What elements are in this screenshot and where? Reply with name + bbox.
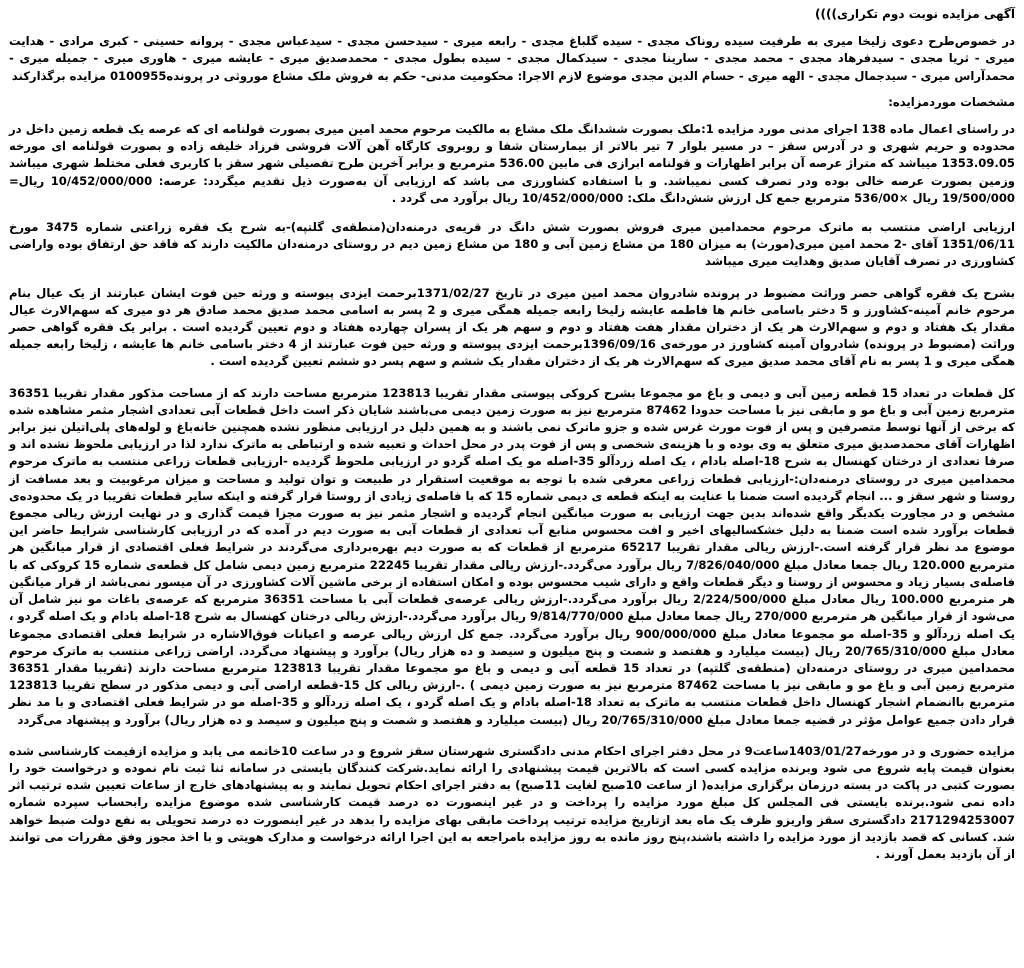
notice-title: آگهی مزایده نوبت دوم تکراری)))): [815, 7, 1015, 21]
specs-heading: مشخصات موردمزایده:: [888, 94, 1015, 109]
auction-terms-paragraph: مزایده حضوری و در مورخه1403/01/27ساعت9 در محل دفتر اجرای احکام مدنی دادگستری شهرستان سقز شروع و در ساعت 10خاتمه می یابد و مزایده ازقیمت کارشناسی شده بعنوان قیمت پایه شروع می شود وبرنده مزایده کسی است که بالاترین قیمت پیشنهادی را ارائه نماید.شرکت کنندگان بایستی در سامانه ثنا ثبت نام نموده و درخواست خود را بصورت کتبی در پاکت در بسته درزمان برگزاری مزایده( از ساعت 10صبح لغایت 11صبح) به دفتر اجرای احکام تحویل نمایند و به پیشنهادهای خارج از ساعات تعیین شده ترتیب اثر داده نمی شود.برنده بایستی فی المجلس کل مبلغ مورد مزایده را پرداخت و در غیر اینصورت ده درصد قیمت کارشناسی شده موضوع مزایده رابحساب سپرده شماره 2171294253007 دادگستری سقز واریزو ظرف یک ماه بعد ازتاریخ مزایده ترتیب پرداخت مابقی بهای مزایده را بدهد در غیر اینصورت ده درصد تحویلی به نفع دولت ضبط خواهد شد. کسانی که قصد بازدید از مورد مزایده را داشته باشند،پنج روز مانده به روز مزایده بامراجعه به این اجرا ارائه درخواست و مدارک هویتی و با اخذ مجوز وفق مقررات می توانند از آن بازدید بعمل آورند .: [9, 743, 1015, 861]
property-one-paragraph: در راستای اعمال ماده 138 اجرای مدنی مورد مزایده 1:ملک بصورت ششدانگ ملک مشاع به مالکیت مرحوم محمد امین میری بصورت قولنامه ای که عرصه یک قطعه زمین داخل در محدوده و حریم شهری و در آدرس سقز – در مسیر بلوار 7 تیر بالاتر از بیمارستان شفا و روبروی کارگاه آهن آلات فروشی فرزاد خلیفه زاده و بصورت قولنامه ای مورخه 1353.09.05 میباشد که متراژ عرصه آن برابر اظهارات و قولنامه ابرازی فی مابین 536.00 مترمربع و برابر آخرین طرح تفصیلی شهر سقز با کاربری فعلی مختلط شهری میباشد وزمین بصورت عرصه خالی بوده ودر تصرف کسی نمیباشد. و با استفاده کشاورزی می باشد که ارزیابی آن به‌صورت ذیل تقدیم میگردد: عرصه: 10/452/000/000 ریال= 19/500/000 ریال ×536/00 مترمربع جمع کل ارزش شش‌دانگ ملک: 10/452/000/000 ریال برآورد می گردد .: [9, 122, 1015, 205]
land-valuation-paragraph: کل قطعات در تعداد 15 قطعه زمین آبی و دیمی و باغ مو مجموعا بشرح کروکی پیوستی مقدار تقریبا 123813 مترمربع مساحت دارند که از مساحت مذکور مقدار تقریبا 36351 مترمربع زمین آبی و باغ مو و مابقی نیز با مساحت حدودا 87462 مترمربع نیز به صورت زمین دیمی می‌باشند شایان ذکر است داخل قطعات آبی تعدادی اشجار مثمر مشاهده شده که برخی از آنها توسط متصرفین و پس از فوت مورث غرس شده و جزو ماترک نمی باشند و به همین دلیل در ارزیابی منظور نشده همچنین خانه‌باغ و لوله‌های پلی‌اتیلن نیز برابر اظهارات آقای محمدصدیق میری متعلق به وی بوده و با هزینه‌ی شخصی و پس از فوت پدر در محل احداث و تعبیه شده و ارتباطی به ماترک ندارد لذا در ارزیابی ملحوظ نشده اند و صرفا تعدادی از درختان کهنسال به شرح 18-اصله بادام ، یک اصله زردآلو 35-اصله مو یک اصله گردو در ارزیابی ملحوظ گردیده -ارزیابی قطعات زراعی منتسب به ماترک مرحوم محمدامین میری در روستای درمنه‌دان:-ارزیابی قطعات زراعی معرفی شده با توجه به موقعیت استقرار در طبیعت و توان تولید و مساحت و میزان مرغوبیت و بعد مسافت از روستا و شهر سقز و ... انجام گردیده است ضمنا با عنایت به اینکه قطعه ی دیمی شماره 15 که با فاصله‌ی زیادی از روستا قرار گرفته و اینکه سایر قطعات تقریبا در یک محدوده‌ی مشخص و در مجاورت یکدیگر واقع شده‌اند بدین جهت ارزیابی به صورت میانگین انجام گردیده و اشجار مثمر نیز به صورت مجزا قیمت گذاری و در نهایت ارزش ریالی مجموع قطعات برآورد شده است ضمنا به دلیل خشکسالیهای اخیر و افت محسوس منابع آب تعدادی از قطعات آبی به صورت دیم در آمده که در ارزیابی کارشناسی شرایط حاضر این موضوع مد نظر قرار گرفته است.-ارزش ریالی مقدار تقریبا 65217 مترمربع از قطعات که به صورت دیم بهره‌برداری می‌گردند در شرایط فعلی اقتصادی از قرار میانگین هر مترمربع 120.000 ریال جمعا معادل مبلغ 7/826/040/000 ریال برآورد می‌گردد.-ارزش ریالی مقدار تقریبا 22245 مترمربع زمین دیمی شامل کل قطعه‌ی شماره 15 کروکی که با فاصله‌ی بسیار زیاد و محسوس از روستا و دیگر قطعات واقع و دارای شیب محسوس بوده و امکان استفاده از برخی ماشین آلات کشاورزی در آن میسور نمی‌باشد از قرار میانگین هر مترمربع 100.000 ریال معادل مبلغ 2/224/500/000 ریال برآورد می‌گردد.-ارزش ریالی عرصه‌ی قطعات آبی با مساحت 36351 مترمربع که عرصه‌ی باغات مو نیز شامل آن می‌شود از قرار میانگین هر مترمربع 270/000 ریال جمعا معادل مبلغ 9/814/770/000 ریال برآورد می‌گردد.-ارزش ریالی درختان کهنسال به شرح 18-اصله بادام و یک اصله گردو ، یک اصله زردآلو و 35-اصله مو مجموعا معادل مبلغ 900/000/000 ریال برآورد می‌گردد. جمع کل ارزش ریالی عرصه و اعیانات فوق‌الاشاره در شرایط فعلی اقتصادی مجموعا معادل مبلغ 20/765/310/000 ریال (بیست میلیارد و هفتصد و شصت و پنج میلیون و سیصد و ده هزار ریال) برآورد و پیشنهاد می‌گردد. اراضی زراعی منتسب به ماترک مرحوم محمدامین میری در روستای درمنه‌دان (منطقه‌ی گلتپه) در تعداد 15 قطعه آبی و دیمی و باغ مو مجموعا مقدار تقریبا 123813 مترمربع مساحت دارند (تقریبا مقدار 36351 مترمربع زمین آبی و باغ مو و مابقی نیز با مساحت 87462 مترمربع نیز به صورت زمین دیمی ) .-ارزش ریالی کل 15-قطعه اراضی آبی و دیمی مذکور در سطح تقریبا 123813 مترمربع باانضمام اشجار کهنسال داخل قطعات منتسب به ماترک به تعداد 18-اصله بادام و یک اصله گردو ، یک اصله زردآلو و 35-اصله مو در شرایط فعلی اقتصادی و با مد نظر قرار دادن جمیع عوامل مؤثر در قضیه جمعا معادل مبلغ 20/765/310/000 ریال (بیست میلیارد و هفتصد و شصت و پنج میلیون و سیصد و ده هزار ریال) برآورد و پیشنهاد می‌گردد: [9, 385, 1016, 727]
inheritance-certificate-paragraph: بشرح یک فقره گواهی حصر وراثت مضبوط در پرونده شادروان محمد امین میری در تاریخ 1371/02/27برحمت ایزدی پیوسته و ورثه حین فوت ایشان عبارتند از یک عیال بنام مرحوم خانم آمینه-کشاورز و 5 دختر باسامی خانم ها فاطمه عایشه زلیخا رابعه جمیله همگی میری و 2 پسر به اسامی محمد صدیق محمد صادق هر دو میری که سهم‌الارث عیال مقدار یک هفتاد و دوم و سهم‌الارث هر یک از دختران مقدار هفت هفتاد و دوم و سهم هر یک از پسران چهارده هفتاد و دوم تعیین گردیده است . برابر یک فقره گواهی حصر وراثت (مضبوط در پرونده) شادروان آمینه کشاورز در مورخه‌ی 1396/09/16برحمت ایزدی پیوسته و ورثه حین فوت عبارتند از 4 دختر باسامی خانم ها عایشه ، زلیخا رابعه جمیله همگی میری و 1 پسر به نام آقای محمد صدیق میری که سهم‌الارث هر یک از دختران مقدار یک ششم و سهم پسر دو ششم تعیین گردیده است .: [9, 285, 1016, 369]
agricultural-land-paragraph: ارزیابی اراضی منتسب به ماترک مرحوم محمدامین میری فروش بصورت شش دانگ در قریه‌ی درمنه‌دان(منطقه‌ی گلتپه)-به شرح یک فقره زراعتی شماره 3475 مورخ 1351/06/11 آقای -2 محمد امین میری(مورث) به میزان 180 من مشاع زمین آبی و 180 من مشاع زمین دیم در روستای درمنه‌دان مالکیت دارند که فاقد حق ارتفاق بوده واراضی کشاورزی در تصرف آقایان صدیق وهدایت میری میباشد: [9, 220, 1016, 269]
case-intro-paragraph: در خصوص‌طرح دعوی زلیخا میری به طرفیت سیده روناک مجدی - سیده گلباغ مجدی - رابعه میری - سیدحسن مجدی - سیدعباس مجدی - پروانه حسینی - کبری مرادی - هدایت میری - ثریا مجدی - سیدفرهاد مجدی - محمد مجدی - سارینا مجدی - سیدکمال مجدی - سیده بطول مجدی - محمدصدیق میری - عایشه میری - هاوری میری - جمیله میری - محمدآراس میری - سیدجمال مجدی - الهه میری - حسام الدین مجدی موضوع لازم الاجرا: محکومیت مدنی- حکم به فروش ملک مشاع موروثی در پرونده0100955 مزایده برگذارکند: [9, 34, 1015, 83]
